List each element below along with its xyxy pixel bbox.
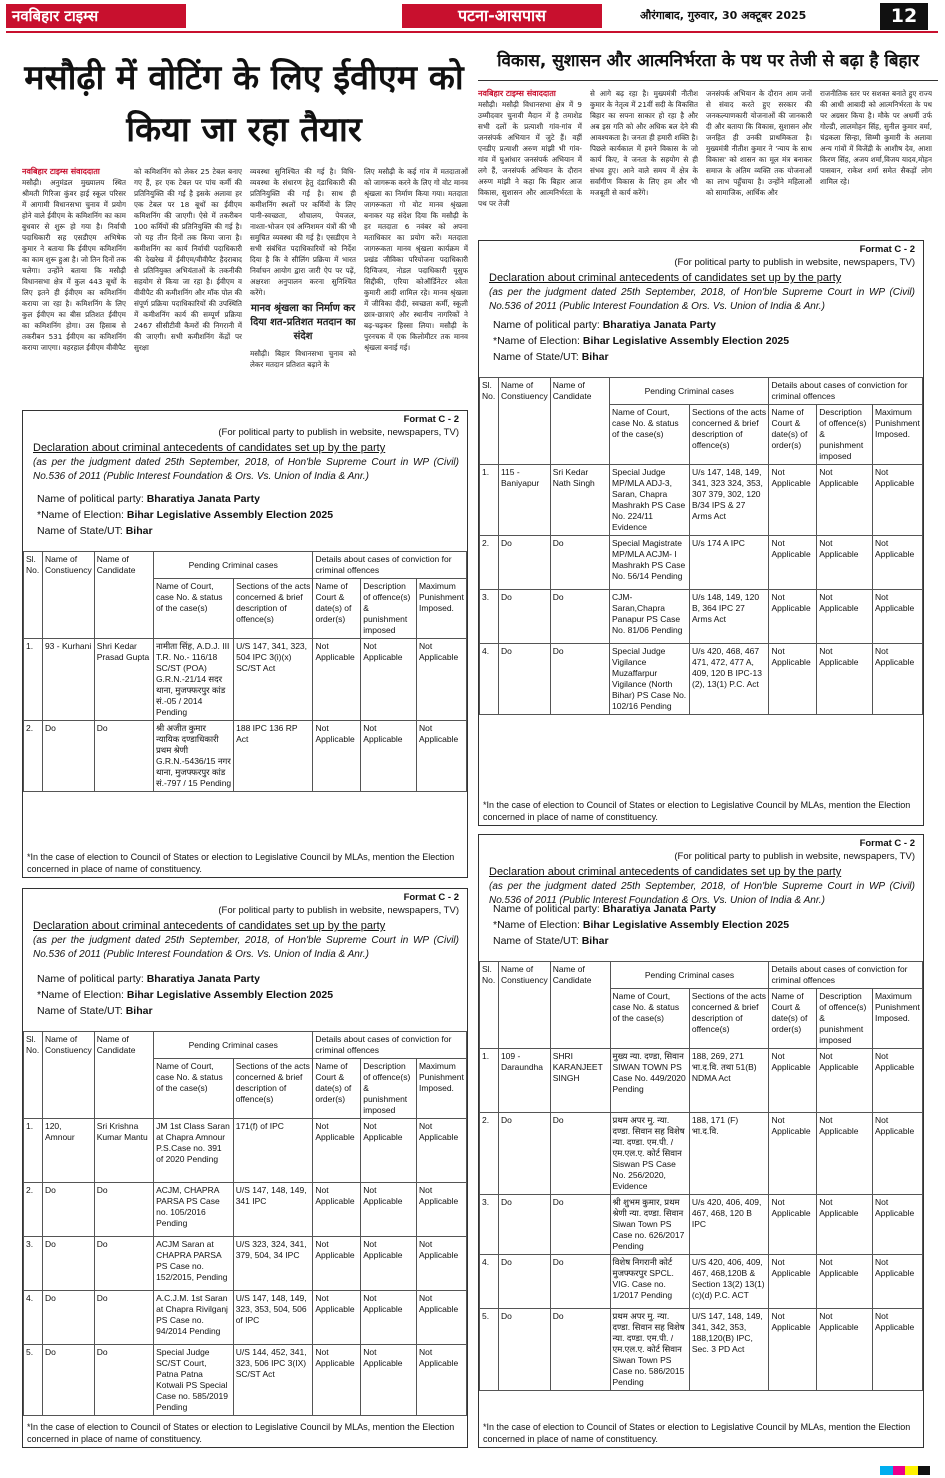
table-header-row bbox=[24, 552, 467, 579]
table-row bbox=[24, 1183, 467, 1237]
story2-text-3: जनसंपर्क अभियान के दौरान आम जनों से संवाद करते हुए सरकार की जनकल्याणकारी योजनाओं की जानकारी दी और बताया कि विकास, सुशासन और जनहित ही उनकी प्राथमिकता है। मुख्यमंत्री नीतीश कुमार ने 'न्याय के साथ विकास' को शासन का मूल मंत्र बनाकर समाज के अंतिम व्यक्ति तक योजनाओं का लाभ पहुँचाया है। उन्होंने महिलाओं को सामाजिक, आर्थिक और bbox=[706, 89, 812, 197]
form-declaration: Declaration about criminal antecedents of candidates set up by the party bbox=[33, 442, 386, 454]
cell-max-punishment: Not Applicable bbox=[416, 1345, 466, 1416]
header-pending: Pending Criminal cases bbox=[610, 962, 769, 989]
cell-conv-court: Not Applicable bbox=[313, 1345, 361, 1416]
cell-candidate: Do bbox=[94, 1237, 153, 1291]
cell-conv-court: Not Applicable bbox=[313, 1291, 361, 1345]
state-name: Bihar bbox=[581, 351, 609, 363]
cell-description: Not Applicable bbox=[361, 1291, 417, 1345]
cell-max-punishment: Not Applicable bbox=[872, 590, 922, 644]
form-subtitle: (For political party to publish in website, newspapers, TV) bbox=[674, 257, 915, 268]
cell-sl: 1. bbox=[24, 639, 43, 721]
cell-sections: U/S 147, 341, 323, 504 IPC 3(i)(x) SC/ST Act bbox=[234, 639, 313, 721]
header-candidate: Name of Candidate bbox=[550, 378, 609, 465]
header-rule bbox=[6, 31, 938, 33]
cell-constituency: Do bbox=[42, 1291, 94, 1345]
story2-text-1: मसौढ़ी। मसौढ़ी विधानसभा क्षेत्र में 9 उम्मीदवार चुनावी मैदान में है तमाशेड सभी दलों के प्रत्याशी गांव-गांव में जनसंपर्क अभियान में जुटे हैं। वहीं एनडीए प्रत्याशी अरुण मांझी भी गांव-गांव में घुआंधार जनसंपर्क अभियान में लगे हैं, जनसंपर्क अभियान के दौरान अरुण मांझी ने कहा कि बिहार आज विकास, सुशासन और आत्मनिर्भरता के पथ पर तेजी bbox=[478, 100, 582, 208]
cell-sections: 188, 171 (F) भा.द.वि. bbox=[689, 1113, 769, 1195]
cell-sections: U/s 174 A IPC bbox=[689, 536, 768, 590]
cell-court: A.C.J.M. 1st Saran at Chapra Rivilganj PS Case no. 94/2014 Pending bbox=[154, 1291, 234, 1345]
cell-court: Special Judge SC/ST Court, Patna Patna Kotwali PS Special Case no. 585/2019 Pending bbox=[154, 1345, 234, 1416]
cell-court: Special Magistrate MP/MLA ACJM- I Mashrakh PS Case No. 56/14 Pending bbox=[610, 536, 690, 590]
header-constituency: Name of Constiuency bbox=[498, 962, 550, 1049]
cell-court: श्री शुभम कुमार, प्रथम श्रेणी न्या. दण्डा. सिवान Siwan Town PS Case no. 626/2017 Pending bbox=[610, 1195, 689, 1255]
cell-sections: U/S 147, 148, 149, 341, 342, 353, 188,120(B) IPC, Sec. 3 PD Act bbox=[689, 1309, 769, 1391]
form-party bbox=[37, 973, 260, 985]
story2-col1 bbox=[478, 88, 582, 236]
story1-subheading: मानव श्रृंखला का निर्माण कर दिया शत-प्रतिशत मतदान का संदेश bbox=[250, 303, 356, 342]
form-party bbox=[493, 319, 716, 331]
election-label: *Name of Election: bbox=[37, 509, 127, 521]
cell-constituency: Do bbox=[42, 1183, 94, 1237]
state-label: Name of State/UT: bbox=[493, 935, 582, 947]
cell-sl: 5. bbox=[24, 1345, 43, 1416]
cell-max-punishment: Not Applicable bbox=[872, 644, 922, 715]
cell-court: श्री अजीत कुमार न्यायिक दण्डाधिकारी प्रथम श्रेणी G.R.N.-5436/15 नगर थाना, मुजफ्फरपुर कांड सं.-797 / 15 Pending bbox=[153, 721, 233, 792]
table-row bbox=[24, 639, 467, 721]
cell-sections: U/S 323, 324, 341, 379, 504, 34 IPC bbox=[233, 1237, 313, 1291]
cases-table bbox=[23, 1031, 467, 1416]
cell-constituency: Do bbox=[42, 1345, 94, 1416]
story2-text-4: राजनीतिक स्तर पर सशक्त बनाते हुए राज्य की आधी आबादी को आत्मनिर्भरता के पथ पर अग्रसर किया है। मौके पर अधर्मी उर्फ गोल्डी, लालमोहन सिंह, सुनील कुमार वर्मा, चंद्रकला सिन्हा, सिम्मी कुमारी के अलावा अन्य गांवों में विजेंद्री के आशीष देव, आशा किरण सिंह, अजय शर्मा,विजय यादव,मोहन पासवान, राकेश शर्मा समेत सैकड़ों लोग शामिल रहे। bbox=[820, 89, 932, 186]
election-label: *Name of Election: bbox=[493, 919, 583, 931]
page-header bbox=[0, 0, 945, 34]
cell-sections: 188, 269, 271 भा.द.वि. तथा 51(B) NDMA Act bbox=[689, 1049, 769, 1113]
form-judgment: (as per the judgment dated 25th September, 2018, of Hon'ble Supreme Court in WP (Civil) No.536 of 2011 (Public Interest Foundation & Ors. Vs. Union of India & Anr.) bbox=[33, 935, 459, 960]
header-sections: Sections of the acts concerned & brief description of offence(s) bbox=[233, 1059, 313, 1119]
cell-court: Special Judge Vigilance Muzaffarpur Vigilance (North Bihar) PS Case No. 102/16 Pending bbox=[610, 644, 690, 715]
cell-max-punishment: Not Applicable bbox=[416, 1119, 466, 1183]
header-candidate: Name of Candidate bbox=[94, 552, 153, 639]
cases-table bbox=[479, 961, 923, 1391]
form-election bbox=[37, 509, 333, 521]
table-row bbox=[480, 1195, 923, 1255]
header-conv-court: Name of Court & date(s) of order(s) bbox=[313, 579, 361, 639]
table-row bbox=[24, 1237, 467, 1291]
cell-constituency: 93 - Kurhani bbox=[42, 639, 94, 721]
cell-sl: 2. bbox=[24, 1183, 43, 1237]
story2-rule bbox=[478, 80, 938, 81]
header-pending: Pending Criminal cases bbox=[610, 378, 769, 405]
table-header-row bbox=[480, 962, 923, 989]
header-description: Description of offence(s) & punishment imposed bbox=[817, 405, 873, 465]
state-name: Bihar bbox=[125, 1005, 153, 1017]
cell-description: Not Applicable bbox=[817, 1049, 873, 1113]
cell-conv-court: Not Applicable bbox=[769, 1309, 817, 1391]
cell-sl: 5. bbox=[480, 1309, 499, 1391]
cell-constituency: 120, Amnour bbox=[42, 1119, 94, 1183]
story2-text-2: से आगे बढ़ रहा है। मुख्यमंत्री नीतीश कुमार के नेतृत्व में 21वीं सदी के विकसित बिहार का सपना साकार हो रहा है और अब इस गति को और अधिक बल देने की आवश्यकता है। जनता ही हमारी शक्ति है। पिछले कार्यकाल में हमने विकास के जो कार्य किए, वे जनता के सहयोग से ही संभव हुए। आने वाले समय में क्षेत्र के सर्वांगीण विकास के लिए हम और भी मजबूती से कार्य करेंगे। bbox=[590, 89, 698, 197]
cell-conv-court: Not Applicable bbox=[313, 639, 361, 721]
form-footnote: *In the case of election to Council of States or election to Legislative Council by MLAs, mention the Election concerned in place of name of constituency. bbox=[483, 1422, 911, 1444]
header-sl: Sl. No. bbox=[480, 378, 499, 465]
election-label: *Name of Election: bbox=[493, 335, 583, 347]
table-header-row bbox=[480, 378, 923, 405]
cell-description: Not Applicable bbox=[361, 1237, 417, 1291]
cell-description: Not Applicable bbox=[361, 1119, 417, 1183]
cases-table bbox=[479, 377, 923, 715]
criminal-antecedents-form bbox=[22, 888, 468, 1448]
cell-candidate: Do bbox=[550, 590, 609, 644]
cell-constituency: Do bbox=[498, 644, 550, 715]
header-conv-court: Name of Court & date(s) of order(s) bbox=[769, 989, 817, 1049]
cell-sections: U/S 147, 148, 149, 323, 353, 504, 506 of IPC bbox=[233, 1291, 313, 1345]
cell-sections: U/s 147, 148, 149, 341, 323 324, 353, 307 379, 302, 120 B/34 IPS & 27 Arms Act bbox=[689, 465, 768, 536]
cell-description: Not Applicable bbox=[361, 639, 417, 721]
form-state bbox=[37, 1005, 153, 1017]
cell-sections: 171(f) of IPC bbox=[233, 1119, 313, 1183]
state-name: Bihar bbox=[581, 935, 609, 947]
cell-conv-court: Not Applicable bbox=[313, 721, 361, 792]
story1-text-3: व्यवस्था सुनिश्चित की गई है। विधि-व्यवस्था के संधारण हेतु दंडाधिकारी की प्रतिनियुक्ति की गई है। साथ ही कमीशनिंग स्थलों पर कर्मियों के लिए पानी-स्वच्छता, शौचालय, पेयजल, नाश्ता-भोजन एवं अग्निशमन यंत्रों की भी समुचित व्यवस्था की गई है। एसडीएम ने सभी संबंधित पदाधिकारियों को निर्देश दिया है कि वे सीलिंग प्रक्रिया में भारत निर्वाचन आयोग द्वारा जारी ऐप पर पढ़ें, अक्षरशः अनुपालन करना सुनिश्चित करेंगे। bbox=[250, 167, 356, 297]
cell-constituency: Do bbox=[42, 721, 94, 792]
cell-description: Not Applicable bbox=[361, 721, 417, 792]
table-row bbox=[480, 1113, 923, 1195]
story1-text-3b: मसौढ़ी। बिहार विधानसभा चुनाव को लेकर मतदान प्रतिशत बढ़ाने के bbox=[250, 349, 356, 369]
table-header-row bbox=[24, 1032, 467, 1059]
cell-candidate: Do bbox=[550, 1113, 610, 1195]
cell-conv-court: Not Applicable bbox=[769, 590, 817, 644]
form-subtitle: (For political party to publish in website, newspapers, TV) bbox=[218, 905, 459, 916]
header-conviction: Details about cases of conviction for criminal offences bbox=[313, 1032, 467, 1059]
cell-court: प्रथम अपर मु. न्या. दण्डा. सिवान सह विशेष न्या. दण्डा. एम.पी. / एम.एल.ए. कोर्ट सिवान Siwan Town PS Case no. 586/2015 Pending bbox=[610, 1309, 689, 1391]
table-row bbox=[480, 465, 923, 536]
cell-sl: 3. bbox=[24, 1237, 43, 1291]
form-footnote: *In the case of election to Council of States or election to Legislative Council by MLAs, mention the Election concerned in place of name of constituency. bbox=[27, 852, 455, 874]
cell-sections: U/s 420, 468, 467 471, 472, 477 A, 409, 120 B IPC-13 (2), 13(1) P.C. Act bbox=[689, 644, 768, 715]
newspaper-logo: नवबिहार टाइम्स bbox=[6, 4, 186, 28]
cell-description: Not Applicable bbox=[817, 1195, 873, 1255]
form-title: Format C - 2 bbox=[403, 414, 459, 425]
cell-max-punishment: Not Applicable bbox=[872, 1113, 922, 1195]
header-candidate: Name of Candidate bbox=[94, 1032, 153, 1119]
table-row bbox=[480, 1049, 923, 1113]
form-judgment: (as per the judgment dated 25th September, 2018, of Hon'ble Supreme Court in WP (Civil) No.536 of 2011 (Public Interest Foundation & Ors. Vs. Union of India & Anr.) bbox=[489, 881, 915, 906]
cell-sections: U/S 147, 148, 149, 341 IPC bbox=[233, 1183, 313, 1237]
print-mark-m bbox=[893, 1466, 906, 1475]
form-footnote: *In the case of election to Council of States or election to Legislative Council by MLAs, mention the Election concerned in place of name of constituency. bbox=[483, 800, 911, 822]
cell-court: विशेष निगरानी कोर्ट मुजफ्फरपुर SPCL. VIG. Case no. 1/2017 Pending bbox=[610, 1255, 689, 1309]
party-label: Name of political party: bbox=[37, 973, 147, 985]
header-sections: Sections of the acts concerned & brief description of offence(s) bbox=[234, 579, 313, 639]
header-sections: Sections of the acts concerned & brief description of offence(s) bbox=[689, 989, 769, 1049]
cell-candidate: Sri Krishna Kumar Mantu bbox=[94, 1119, 153, 1183]
criminal-antecedents-form bbox=[478, 834, 924, 1448]
cell-description: Not Applicable bbox=[817, 536, 873, 590]
form-party bbox=[493, 903, 716, 915]
cell-max-punishment: Not Applicable bbox=[872, 1195, 922, 1255]
cell-constituency: 109 - Daraundha bbox=[498, 1049, 550, 1113]
cell-sl: 4. bbox=[480, 644, 499, 715]
story1-col4 bbox=[364, 166, 468, 398]
header-pending: Pending Criminal cases bbox=[154, 1032, 313, 1059]
header-description: Description of offence(s) & punishment imposed bbox=[361, 579, 417, 639]
form-election bbox=[493, 335, 789, 347]
story1-text-4: लिए मसौढ़ी के कई गांव में मतदाताओं को जागरूक करने के लिए गो वोट मानव श्रृंखला का निर्माण किया गया। मतदाता जागरूकता गो वोट मानव श्रृंखला बनाकर यह संदेश दिया कि मसौढ़ी के हर मतदाता 6 नवंबर को अपना मताधिकार का प्रयोग करें। मतदाता जागरूकता मानव श्रृंखला कार्यक्रम में प्रखंड जीविका परियोजना पदाधिकारी दिग्विजय, नोडल पदाधिकारी यूसुफ सिद्दीकी, एरिया कोऑर्डिनेटर श्वेता कुमारी आदी शामिल रहे। मानव श्रृंखला में जीविका दीदी, स्वच्छता कर्मी, स्कूली छात्र-छात्राएं और स्थानीय नागरिकों ने बढ़-चढ़कर हिस्सा लिया। मसौढ़ी के पुरनचक में एक किलोमीटर तक मानव श्रृंखला बनाई गई। bbox=[364, 167, 468, 352]
form-party bbox=[37, 493, 260, 505]
cell-conv-court: Not Applicable bbox=[769, 1255, 817, 1309]
cell-description: Not Applicable bbox=[817, 1113, 873, 1195]
form-declaration: Declaration about criminal antecedents of candidates set up by the party bbox=[489, 866, 842, 878]
cell-conv-court: Not Applicable bbox=[313, 1237, 361, 1291]
cell-constituency: Do bbox=[42, 1237, 94, 1291]
header-max-punishment: Maximum Punishment Imposed. bbox=[416, 1059, 466, 1119]
cell-sl: 4. bbox=[480, 1255, 499, 1309]
cell-candidate: Do bbox=[94, 1345, 153, 1416]
form-footnote: *In the case of election to Council of States or election to Legislative Council by MLAs, mention the Election concerned in place of name of constituency. bbox=[27, 1422, 455, 1444]
cell-candidate: Do bbox=[550, 1195, 610, 1255]
cell-sections: U/s 420, 406, 409, 467, 468, 120 B IPC bbox=[689, 1195, 769, 1255]
header-max-punishment: Maximum Punishment Imposed. bbox=[416, 579, 466, 639]
election-name: Bihar Legislative Assembly Election 2025 bbox=[582, 919, 790, 931]
cell-constituency: Do bbox=[498, 1195, 550, 1255]
table-row bbox=[24, 1291, 467, 1345]
header-pending: Pending Criminal cases bbox=[153, 552, 313, 579]
form-judgment: (as per the judgment dated 25th September, 2018, of Hon'ble Supreme Court in WP (Civil) No.536 of 2011 (Public Interest Foundation & Ors. Vs. Union of India & Anr.) bbox=[33, 457, 459, 482]
party-name: Bharatiya Janata Party bbox=[146, 973, 260, 985]
cell-conv-court: Not Applicable bbox=[769, 644, 817, 715]
cell-court: JM 1st Class Saran at Chapra Amnour P.S.Case no. 391 of 2020 Pending bbox=[154, 1119, 234, 1183]
header-conviction: Details about cases of conviction for criminal offences bbox=[769, 378, 923, 405]
table-row bbox=[24, 1345, 467, 1416]
cell-sl: 1. bbox=[24, 1119, 43, 1183]
cell-sl: 2. bbox=[480, 1113, 499, 1195]
cell-candidate: Shri Kedar Prasad Gupta bbox=[94, 639, 153, 721]
header-sl: Sl. No. bbox=[24, 1032, 43, 1119]
story2-col4 bbox=[820, 88, 932, 236]
cell-max-punishment: Not Applicable bbox=[872, 536, 922, 590]
story1-col2 bbox=[134, 166, 242, 398]
header-court: Name of Court, case No. & status of the case(s) bbox=[610, 989, 689, 1049]
cell-sl: 1. bbox=[480, 465, 499, 536]
state-label: Name of State/UT: bbox=[37, 525, 126, 537]
cell-conv-court: Not Applicable bbox=[769, 1195, 817, 1255]
form-election bbox=[493, 919, 789, 931]
header-candidate: Name of Candidate bbox=[550, 962, 610, 1049]
criminal-antecedents-form bbox=[22, 410, 468, 878]
story2-col3 bbox=[706, 88, 812, 236]
cell-sl: 4. bbox=[24, 1291, 43, 1345]
cell-max-punishment: Not Applicable bbox=[416, 639, 466, 721]
header-description: Description of offence(s) & punishment imposed bbox=[817, 989, 873, 1049]
cell-court: प्रथम अपर मु. न्या. दण्डा. सिवान सह विशेष न्या. दण्डा. एम.पी. / एम.एल.ए. कोर्ट सिवान Siswan PS Case No. 256/2020, Evidence bbox=[610, 1113, 689, 1195]
form-subtitle: (For political party to publish in website, newspapers, TV) bbox=[674, 851, 915, 862]
table-row bbox=[480, 644, 923, 715]
cell-candidate: Do bbox=[94, 1291, 153, 1345]
election-name: Bihar Legislative Assembly Election 2025 bbox=[582, 335, 790, 347]
header-conv-court: Name of Court & date(s) of order(s) bbox=[769, 405, 817, 465]
party-label: Name of political party: bbox=[493, 903, 603, 915]
form-judgment: (as per the judgment dated 25th September, 2018, of Hon'ble Supreme Court in WP (Civil) No.536 of 2011 (Public Interest Foundation & Ors. Vs. Union of India & Anr.) bbox=[489, 287, 915, 312]
form-state bbox=[493, 351, 609, 363]
cell-conv-court: Not Applicable bbox=[769, 1113, 817, 1195]
header-conviction: Details about cases of conviction for criminal offences bbox=[769, 962, 923, 989]
story1-text-2: को कमिशनिंग को लेकर 25 टेबल बनाए गए हैं, हर एक टेबल पर पांच कर्मी की प्रतिनियुक्ति की गई है इसके अलावा हर एक टेबल पर 18 बूथों का ईवीएम कमिशनिंग की जाएगी। ऐसे में तकरीबन 100 कर्मियों की प्रतिनियुक्ति की गई है। जो यह तीन दिनों तक किया जाना है। कमीशनिंग का कार्य निर्वाची पदाधिकारी की देखरेख में ईवीएम/वीवीपैट हैदराबाद से प्रतिनियुक्त अभियंताओं के तकनीकी सहयोग से किया जा रहा है। ईवीएम व वीवीपैट की कमीशनिंग और मॉक पोल की संपूर्ण प्रक्रिया पदाधिकारियों की उपस्थिति में कमीशनिंग कार्य की सम्पूर्ण प्रक्रिया 2467 सीसीटीवी कैमरों की निगरानी में की जाएगी। सभी कमीशनिंग केंद्रों पर सुरक्षा bbox=[134, 167, 242, 352]
table-row bbox=[480, 536, 923, 590]
cases-table bbox=[23, 551, 467, 792]
cell-description: Not Applicable bbox=[817, 644, 873, 715]
cell-sl: 2. bbox=[24, 721, 43, 792]
cell-max-punishment: Not Applicable bbox=[872, 1309, 922, 1391]
cell-candidate: Do bbox=[550, 644, 609, 715]
cell-candidate: Sri Kedar Nath Singh bbox=[550, 465, 609, 536]
print-mark-y bbox=[905, 1466, 918, 1475]
cell-sections: U/s 148, 149, 120 B, 364 IPC 27 Arms Act bbox=[689, 590, 768, 644]
cell-max-punishment: Not Applicable bbox=[416, 1183, 466, 1237]
cell-conv-court: Not Applicable bbox=[769, 1049, 817, 1113]
cell-max-punishment: Not Applicable bbox=[872, 1049, 922, 1113]
cell-sl: 2. bbox=[480, 536, 499, 590]
party-name: Bharatiya Janata Party bbox=[146, 493, 260, 505]
header-conviction: Details about cases of conviction for criminal offences bbox=[313, 552, 467, 579]
cell-court: ACJM, CHAPRA PARSA PS Case no. 105/2016 Pending bbox=[154, 1183, 234, 1237]
issue-date: औरंगाबाद, गुरुवार, 30 अक्टूबर 2025 bbox=[640, 9, 807, 22]
cell-court: Special Judge MP/MLA ADJ-3, Saran, Chapra Mashrakh PS Case No. 224/11 Evidence bbox=[610, 465, 690, 536]
story1-col1 bbox=[22, 166, 126, 398]
cell-max-punishment: Not Applicable bbox=[872, 1255, 922, 1309]
cell-candidate: Do bbox=[94, 1183, 153, 1237]
header-court: Name of Court, case No. & status of the case(s) bbox=[154, 1059, 234, 1119]
state-name: Bihar bbox=[125, 525, 153, 537]
table-row bbox=[480, 1309, 923, 1391]
header-court: Name of Court, case No. & status of the case(s) bbox=[153, 579, 233, 639]
story2-col2 bbox=[590, 88, 698, 236]
cell-conv-court: Not Applicable bbox=[769, 536, 817, 590]
header-constituency: Name of Constiuency bbox=[42, 552, 94, 639]
cell-max-punishment: Not Applicable bbox=[416, 1237, 466, 1291]
header-constituency: Name of Constiuency bbox=[498, 378, 550, 465]
cell-constituency: Do bbox=[498, 1255, 550, 1309]
cell-max-punishment: Not Applicable bbox=[872, 465, 922, 536]
story1-text-1: मसौढ़ी। अनुमंडल मुख्यालय स्थित श्रीमती गिरिजा कुंवर हाई स्कूल परिसर में आगामी विधानसभा चुनाव में प्रयोग होने वाले ईवीएम के कमिशनिंग का काम बुधवार से शुरू हो गया है। निर्वाची पदाधिकारी सह एसडीएम अभिषेक कुमार ने बताया कि ईवीएम कमिशनिंग का काम शुरू हुआ है। जो तिन दिनों तक चलेगा। उन्होंने बताया कि मसौढ़ी विधानसभा क्षेत्र में कुल 443 बूथों के लिए इतने ही ईवीएम का कमिशनिंग कराया जा रहा है। कमिशनिंग के लिए कुल ईवीएम का बीस प्रतिशत ईवीएम का कमिशनिंग होगा। उस हिसाब से तकरीबन 531 ईवीएम का कमिशनिंग कराया जाएगा। वहरहाल ईवीएम वीवीपैट bbox=[22, 178, 126, 352]
cell-sections: U/S 420, 406, 409, 467, 468,120B & Section 13(2) 13(1) (c)(d) P.C. ACT bbox=[689, 1255, 769, 1309]
cell-court: CJM- Saran,Chapra Panapur PS Case No. 81/06 Pending bbox=[610, 590, 690, 644]
cell-sections: U/S 144, 452, 341, 323, 506 IPC 3(IX) SC/ST Act bbox=[233, 1345, 313, 1416]
election-name: Bihar Legislative Assembly Election 2025 bbox=[126, 989, 334, 1001]
cell-description: Not Applicable bbox=[817, 1309, 873, 1391]
table-row bbox=[480, 590, 923, 644]
form-subtitle: (For political party to publish in website, newspapers, TV) bbox=[218, 427, 459, 438]
header-sections: Sections of the acts concerned & brief description of offence(s) bbox=[689, 405, 768, 465]
form-state bbox=[37, 525, 153, 537]
print-mark-k bbox=[918, 1466, 931, 1475]
cell-description: Not Applicable bbox=[817, 465, 873, 536]
cell-sl: 3. bbox=[480, 590, 499, 644]
form-election bbox=[37, 989, 333, 1001]
header-max-punishment: Maximum Punishment Imposed. bbox=[872, 405, 922, 465]
cell-sl: 1. bbox=[480, 1049, 499, 1113]
cell-description: Not Applicable bbox=[361, 1183, 417, 1237]
cell-sl: 3. bbox=[480, 1195, 499, 1255]
cell-candidate: Do bbox=[550, 1309, 610, 1391]
cell-court: नामीता सिंह, A.D.J. III T.R. No.- 116/18 SC/ST (POA) G.R.N.-21/14 सदर थाना, मुजफ्फरपुर कांड सं.-05 / 2014 Pending bbox=[153, 639, 233, 721]
form-title: Format C - 2 bbox=[403, 892, 459, 903]
election-label: *Name of Election: bbox=[37, 989, 127, 1001]
table-row bbox=[24, 1119, 467, 1183]
state-label: Name of State/UT: bbox=[493, 351, 582, 363]
cell-conv-court: Not Applicable bbox=[313, 1119, 361, 1183]
form-declaration: Declaration about criminal antecedents of candidates set up by the party bbox=[489, 272, 842, 284]
story2-headline: विकास, सुशासन और आत्मनिर्भरता के पथ पर तेजी से बढ़ा है बिहार bbox=[497, 51, 919, 71]
story1-byline: नवबिहार टाइम्स संवाददाता bbox=[22, 167, 100, 176]
party-name: Bharatiya Janata Party bbox=[602, 903, 716, 915]
cell-constituency: Do bbox=[498, 590, 550, 644]
cell-constituency: Do bbox=[498, 1309, 550, 1391]
header-conv-court: Name of Court & date(s) of order(s) bbox=[313, 1059, 361, 1119]
header-sl: Sl. No. bbox=[480, 962, 499, 1049]
form-title: Format C - 2 bbox=[859, 838, 915, 849]
section-name: पटना-आसपास bbox=[402, 4, 602, 28]
criminal-antecedents-form bbox=[478, 240, 924, 826]
cell-candidate: Do bbox=[94, 721, 153, 792]
state-label: Name of State/UT: bbox=[37, 1005, 126, 1017]
header-description: Description of offence(s) & punishment imposed bbox=[361, 1059, 417, 1119]
cell-max-punishment: Not Applicable bbox=[416, 1291, 466, 1345]
table-row bbox=[24, 721, 467, 792]
cell-candidate: Do bbox=[550, 536, 609, 590]
form-state bbox=[493, 935, 609, 947]
story1-headline: मसौढ़ी में वोटिंग के लिए ईवीएम को किया जा रहा तैयार bbox=[24, 58, 464, 150]
cell-conv-court: Not Applicable bbox=[769, 465, 817, 536]
election-name: Bihar Legislative Assembly Election 2025 bbox=[126, 509, 334, 521]
print-marks bbox=[880, 1466, 930, 1475]
header-max-punishment: Maximum Punishment Imposed. bbox=[872, 989, 922, 1049]
cell-description: Not Applicable bbox=[817, 590, 873, 644]
header-court: Name of Court, case No. & status of the case(s) bbox=[610, 405, 690, 465]
story2-byline: नवबिहार टाइम्स संवाददाता bbox=[478, 89, 556, 98]
cell-candidate: SHRI KARANJEET SINGH bbox=[550, 1049, 610, 1113]
print-mark-c bbox=[880, 1466, 893, 1475]
cell-constituency: Do bbox=[498, 536, 550, 590]
cell-candidate: Do bbox=[550, 1255, 610, 1309]
form-title: Format C - 2 bbox=[859, 244, 915, 255]
table-row bbox=[480, 1255, 923, 1309]
cell-description: Not Applicable bbox=[817, 1255, 873, 1309]
cell-court: मुख्य न्या. दण्डा, सिवान SIWAN TOWN PS Case No. 449/2020 Pending bbox=[610, 1049, 689, 1113]
page-number: 12 bbox=[880, 3, 928, 30]
header-sl: Sl. No. bbox=[24, 552, 43, 639]
cell-constituency: Do bbox=[498, 1113, 550, 1195]
cell-sections: 188 IPC 136 RP Act bbox=[234, 721, 313, 792]
party-label: Name of political party: bbox=[493, 319, 603, 331]
cell-max-punishment: Not Applicable bbox=[416, 721, 466, 792]
party-label: Name of political party: bbox=[37, 493, 147, 505]
cell-court: ACJM Saran at CHAPRA PARSA PS Case no. 152/2015, Pending bbox=[154, 1237, 234, 1291]
cell-constituency: 115 - Baniyapur bbox=[498, 465, 550, 536]
story1-col3 bbox=[250, 166, 356, 398]
cell-conv-court: Not Applicable bbox=[313, 1183, 361, 1237]
party-name: Bharatiya Janata Party bbox=[602, 319, 716, 331]
form-declaration: Declaration about criminal antecedents of candidates set up by the party bbox=[33, 920, 386, 932]
header-constituency: Name of Constiuency bbox=[42, 1032, 94, 1119]
cell-description: Not Applicable bbox=[361, 1345, 417, 1416]
